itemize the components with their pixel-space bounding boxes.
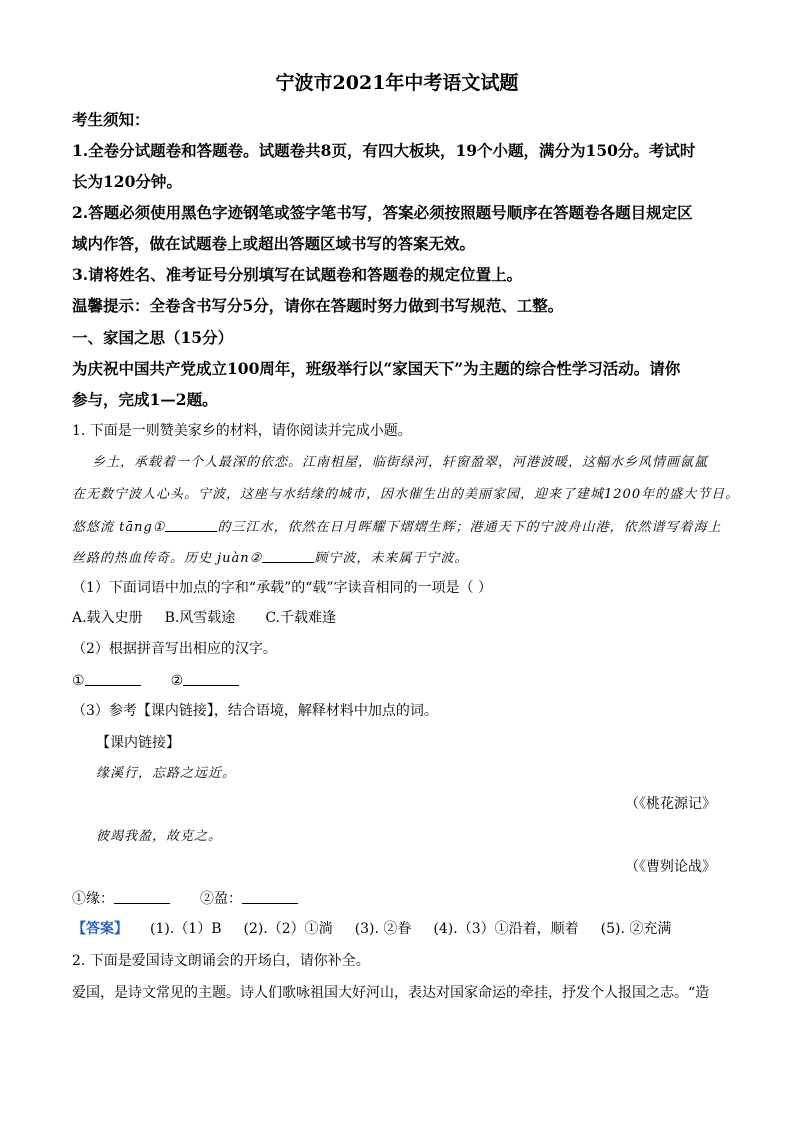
- blank-marker-2: ②: [170, 673, 184, 689]
- answer-item-1: (1).（1）B: [150, 921, 222, 937]
- notice-heading: 考生须知：: [72, 110, 150, 129]
- passage-line-4-post: 顾宁波，未来属于宁波。: [314, 551, 469, 566]
- option-c: C.千载难逢: [265, 610, 336, 626]
- section-heading: 一、家国之思（15分）: [72, 328, 234, 347]
- section-intro-b: 参与，完成1—2题。: [72, 390, 218, 409]
- pinyin-blank-2[interactable]: [262, 549, 314, 563]
- link-source-2: （《曹刿论战》: [625, 859, 716, 875]
- passage-line-4: [72, 549, 468, 567]
- q2-text: 爱国，是诗文常见的主题。诗人们歌咏祖国大好河山，表达对国家命运的牵挂，抒发个人报国之志。“造: [72, 985, 710, 1001]
- answer-item-3: (3). ②眷: [354, 921, 412, 937]
- passage-line-1: 乡土，承载着一个人最深的依恋。江南柤屋，临街绿河，轩窗盈翠，河港波暖，这幅水乡风情画氤氲: [92, 455, 709, 470]
- answer-item-5: (5). ②充满: [600, 921, 672, 937]
- answer-line: [72, 921, 671, 938]
- passage-line-3-pre: 悠悠流 tāng①: [72, 520, 166, 535]
- passage-line-3: [72, 518, 721, 536]
- q2-stem: 2. 下面是爱国诗文朗诵会的开场白，请你补全。: [72, 953, 370, 969]
- fill-blank-1[interactable]: [114, 890, 170, 904]
- q1-sub2: （2）根据拼音写出相应的汉字。: [72, 641, 277, 657]
- q1-sub1-options: [72, 610, 336, 627]
- answer-tag: 【答案】: [72, 921, 128, 937]
- notice-line-2a: 2.答题必须使用黑色字迹钢笔或签字笔书写，答案必须按照题号顺序在答题卷各题目规定区: [72, 203, 693, 222]
- link-quote-1: 缘溪行，忘路之远近。: [96, 766, 237, 781]
- notice-line-1a: 1.全卷分试题卷和答题卷。试题卷共8页，有四大板块，19个小题，满分为150分。考试时: [72, 141, 696, 160]
- passage-line-2: 在无数宁波人心头。宁波，这座与水结缘的城市，因水催生出的美丽家园，迎来了建城1200年的盛大节日。: [72, 487, 740, 502]
- passage-line-4-pre: 丝路的热血传奇。历史 juàn②: [72, 551, 263, 566]
- notice-line-2b: 域内作答，做在试题卷上或超出答题区域书写的答案无效。: [72, 234, 476, 253]
- link-quote-2: 彼竭我盈，故克之。: [96, 829, 223, 844]
- passage-line-3-post: 的三江水，依然在日月晖耀下熠熠生辉；港通天下的宁波舟山港，依然谱写着海上: [217, 520, 722, 535]
- blank-marker-1: ①: [72, 673, 85, 689]
- notice-line-3: 3.请将姓名、准考证号分别填写在试题卷和答题卷的规定位置上。: [72, 265, 523, 284]
- link-heading: 【课内链接】: [96, 735, 180, 751]
- q1-sub2-blanks: [72, 672, 239, 690]
- fill-label-1: ①缘：: [72, 891, 114, 907]
- option-a: A.载入史册: [72, 610, 143, 626]
- answer-blank-1[interactable]: [85, 672, 141, 686]
- q1-sub3-fill: [72, 890, 298, 908]
- fill-label-2: ②盈：: [200, 891, 242, 907]
- q1-sub1: （1）下面词语中加点的字和“承载”的“载”字读音相同的一项是（ ）: [72, 580, 492, 596]
- notice-line-1b: 长为120分钟。: [72, 172, 182, 191]
- option-b: B.风雪载途: [164, 610, 236, 626]
- answer-blank-2[interactable]: [183, 672, 239, 686]
- answer-item-4: (4).（3）①沿着，顺着: [433, 921, 579, 937]
- page-title: 宁波市2021年中考语文试题: [275, 72, 519, 94]
- q1-stem: 1. 下面是一则赞美家乡的材料，请你阅读并完成小题。: [72, 423, 412, 439]
- notice-line-4: 温馨提示：全卷含书写分5分，请你在答题时努力做到书写规范、工整。: [72, 296, 564, 315]
- answer-item-2: (2).（2）①淌: [243, 921, 333, 937]
- q1-sub3: （3）参考【课内链接】，结合语境，解释材料中加点的词。: [72, 703, 438, 719]
- fill-blank-2[interactable]: [242, 890, 298, 904]
- pinyin-blank-1[interactable]: [165, 518, 217, 532]
- section-intro-a: 为庆祝中国共产党成立100周年，班级举行以“家国天下”为主题的综合性学习活动。请你: [72, 359, 681, 378]
- link-source-1: （《桃花源记》: [625, 796, 716, 812]
